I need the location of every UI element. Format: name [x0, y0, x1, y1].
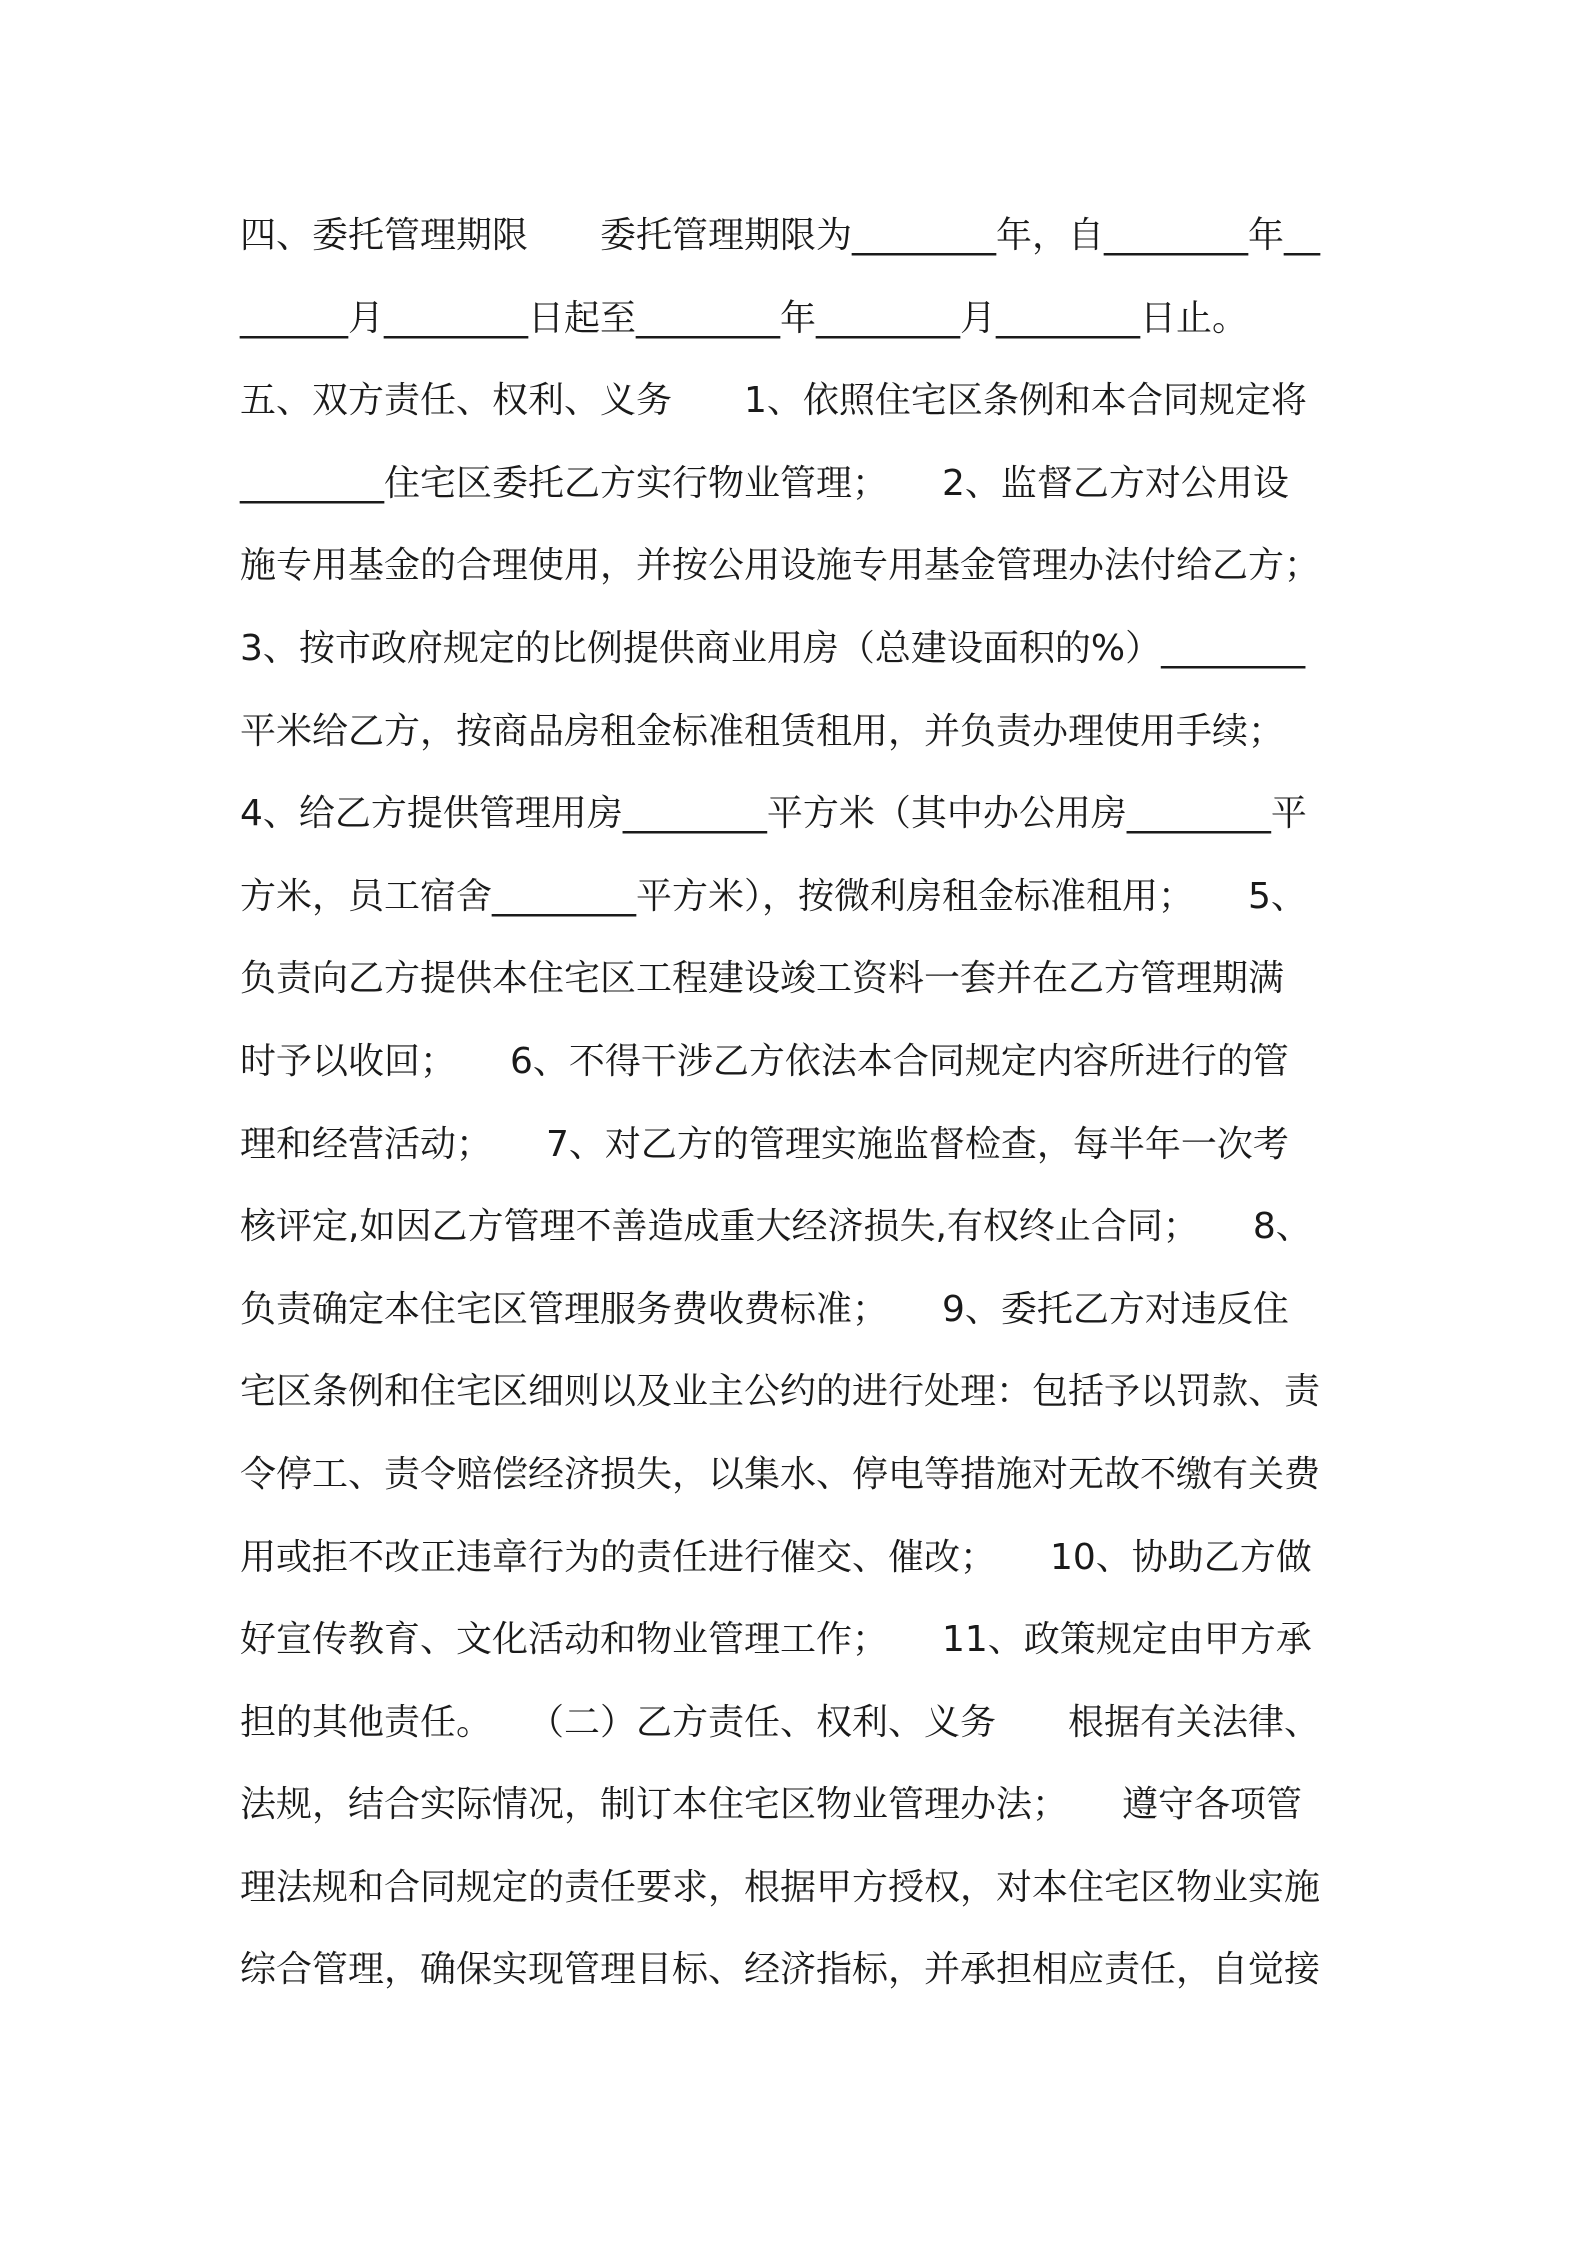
text-line-7: 平米给乙方，按商品房租金标准租赁租用，并负责办理使用手续； — [240, 710, 1285, 752]
text-line-15: 宅区条例和住宅区细则以及业主公约的进行处理：包括予以罚款、责 — [240, 1371, 1321, 1413]
document-page — [240, 195, 1360, 2012]
text-line-2: ______月________日起至________年________月________日止。 — [240, 297, 1249, 339]
text-line-16: 令停工、责令赔偿经济损失，以集水、停电等措施对无故不缴有关费 — [240, 1453, 1321, 1495]
text-line-3: 五、双方责任、权利、义务 1、依照住宅区条例和本合同规定将 — [240, 380, 1307, 422]
text-line-13: 核评定,如因乙方管理不善造成重大经济损失,有权终止合同； 8、 — [240, 1206, 1312, 1248]
text-line-4: ________住宅区委托乙方实行物业管理； 2、监督乙方对公用设 — [240, 462, 1289, 504]
text-line-14: 负责确定本住宅区管理服务费收费标准； 9、委托乙方对违反住 — [240, 1288, 1289, 1330]
text-line-17: 用或拒不改正违章行为的责任进行催交、催改； 10、协助乙方做 — [240, 1536, 1312, 1578]
text-line-21: 理法规和合同规定的责任要求，根据甲方授权，对本住宅区物业实施 — [240, 1866, 1321, 1908]
text-line-8: 4、给乙方提供管理用房________平方米（其中办公用房________平 — [240, 793, 1307, 835]
text-line-18: 好宣传教育、文化活动和物业管理工作； 11、政策规定由甲方承 — [240, 1619, 1312, 1661]
text-line-10: 负责向乙方提供本住宅区工程建设竣工资料一套并在乙方管理期满 — [240, 958, 1285, 1000]
text-line-20: 法规，结合实际情况，制订本住宅区物业管理办法； 遵守各项管 — [240, 1784, 1303, 1826]
text-line-12: 理和经营活动； 7、对乙方的管理实施监督检查，每半年一次考 — [240, 1123, 1289, 1165]
text-line-11: 时予以收回； 6、不得干涉乙方依法本合同规定内容所进行的管 — [240, 1040, 1289, 1082]
text-line-5: 施专用基金的合理使用，并按公用设施专用基金管理办法付给乙方； — [240, 545, 1321, 587]
text-line-22: 综合管理，确保实现管理目标、经济指标，并承担相应责任，自觉接 — [240, 1949, 1321, 1991]
text-line-9: 方米，员工宿舍________平方米），按微利房租金标准租用； 5、 — [240, 875, 1307, 917]
text-line-6: 3、按市政府规定的比例提供商业用房（总建设面积的%）________ — [240, 627, 1306, 669]
text-line-1: 四、委托管理期限 委托管理期限为________年，自________年__ — [240, 215, 1321, 256]
text-line-19: 担的其他责任。 （二）乙方责任、权利、义务 根据有关法律、 — [240, 1701, 1321, 1743]
